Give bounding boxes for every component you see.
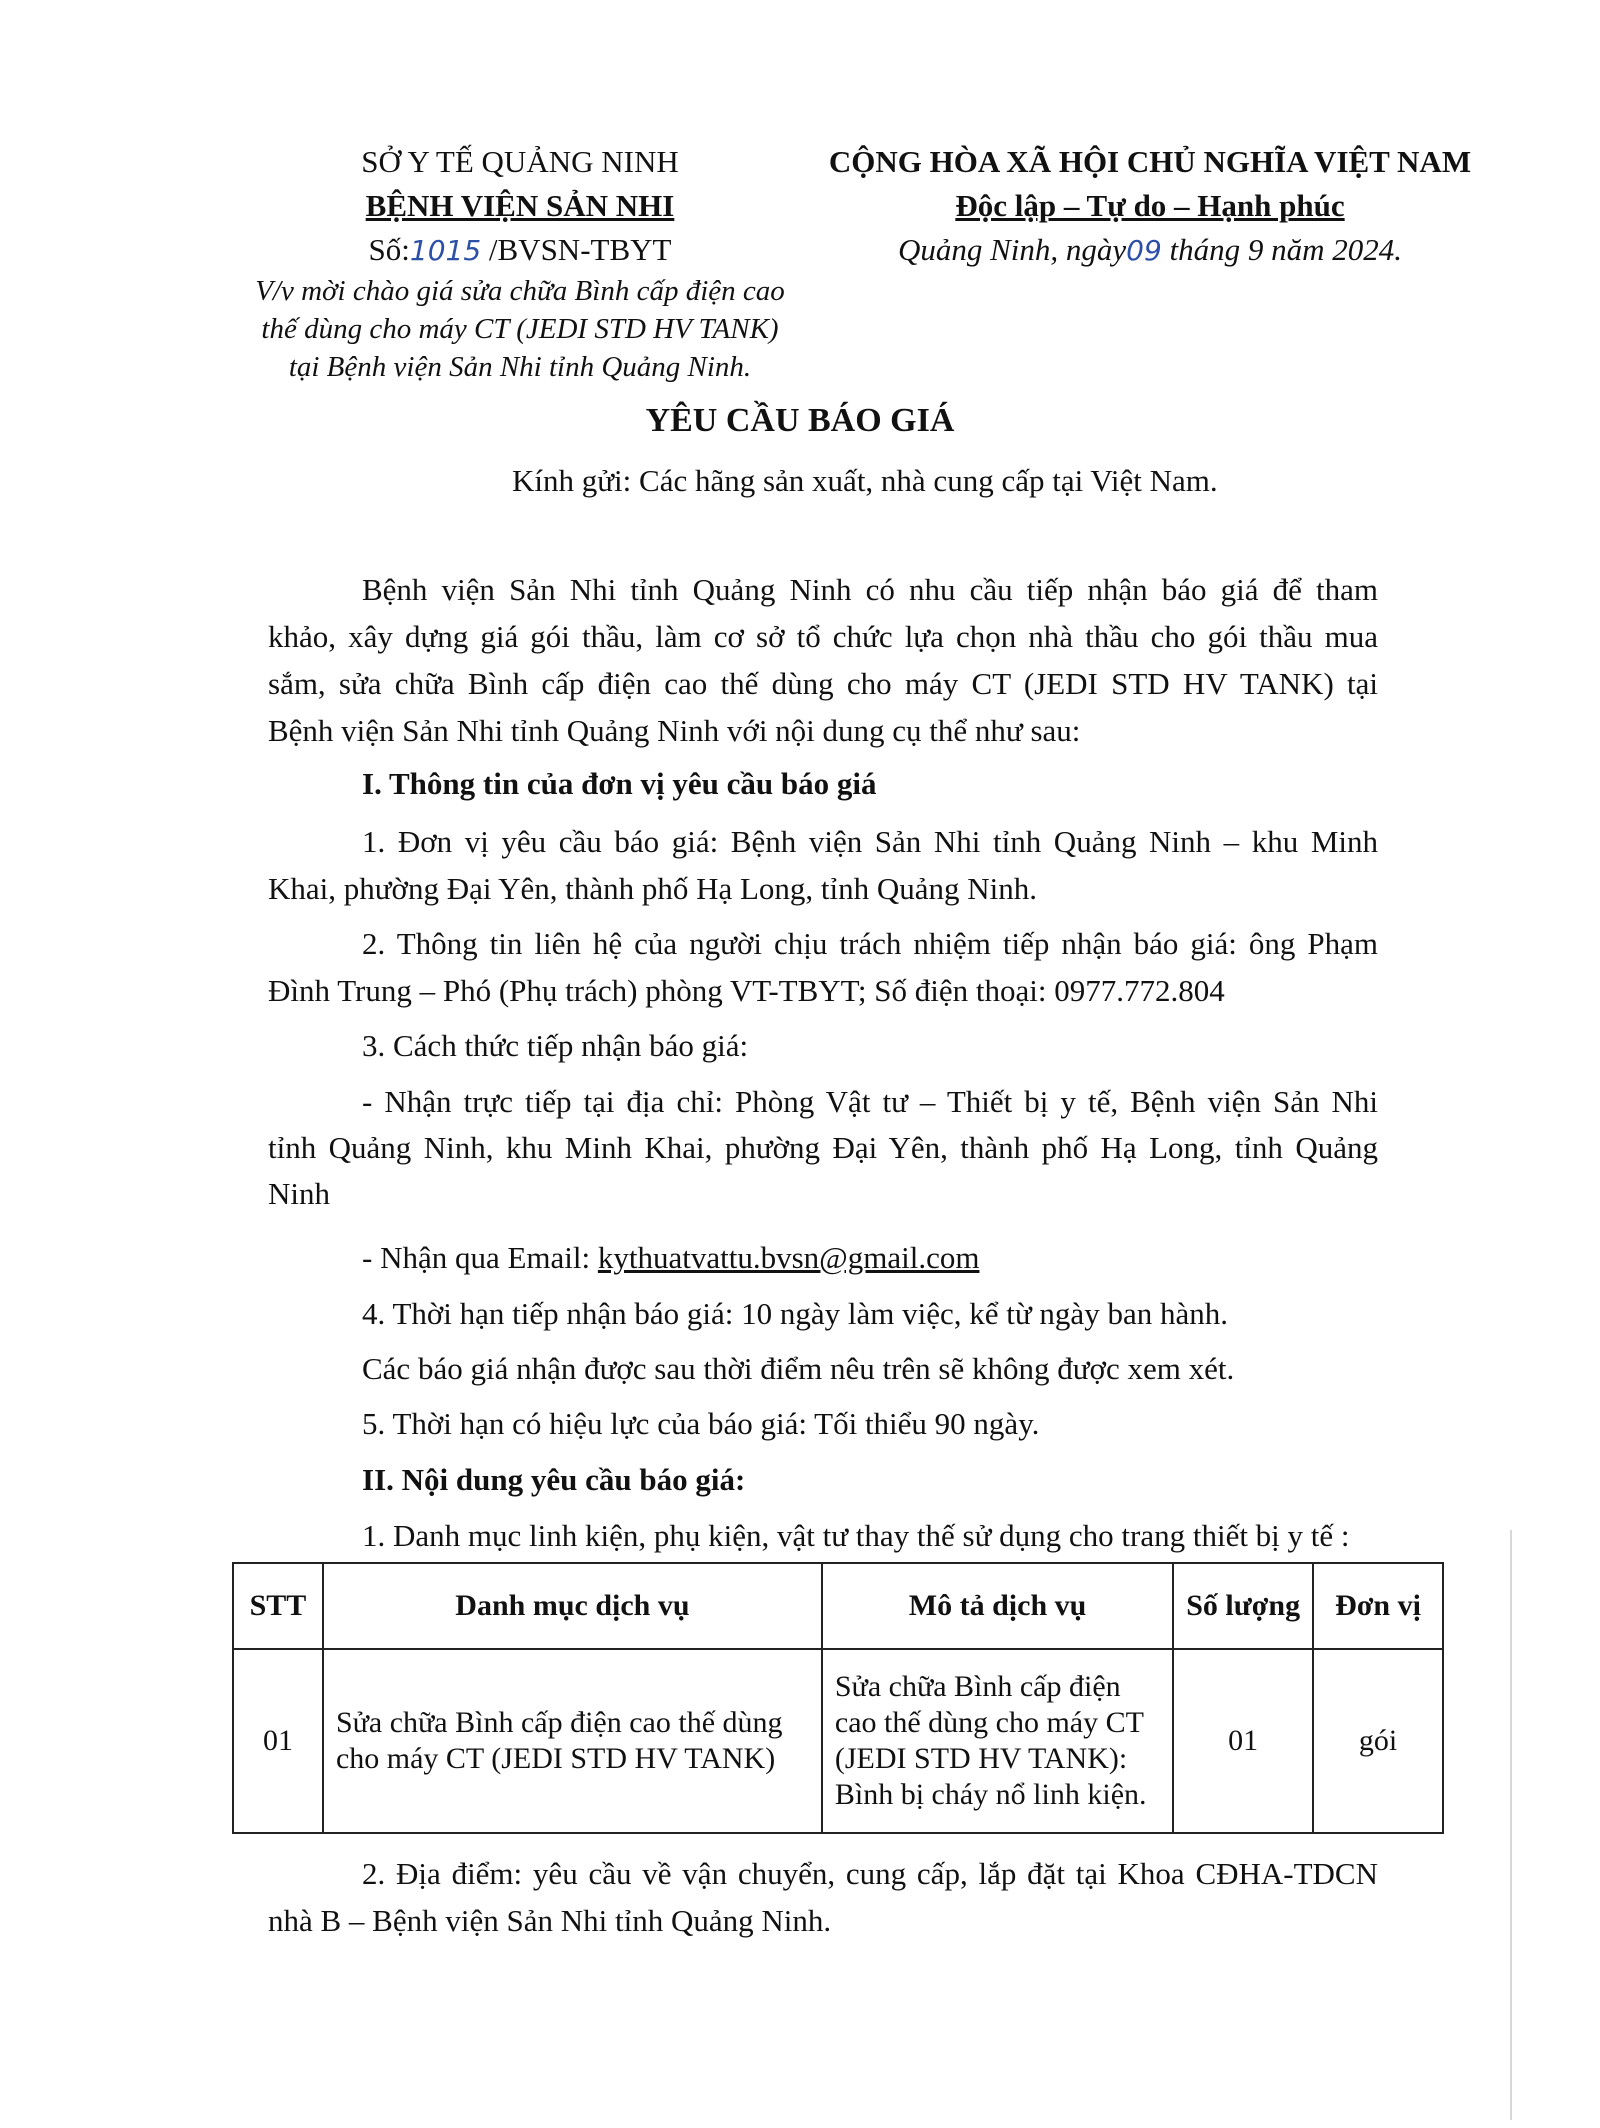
section-2-heading: II. Nội dung yêu cầu báo giá:	[362, 1462, 746, 1497]
col-header-stt: STT	[233, 1563, 323, 1649]
document-subject	[220, 272, 820, 386]
col-header-quantity: Số lượng	[1173, 1563, 1313, 1649]
nation-title: CỘNG HÒA XÃ HỘI CHỦ NGHĨA VIỆT NAM	[828, 144, 1472, 179]
subject-line-2: thế dùng cho máy CT (JEDI STD HV TANK)	[261, 313, 779, 345]
issue-date	[800, 228, 1500, 273]
subject-line-1: V/v mời chào giá sửa chữa Bình cấp điện cao	[255, 275, 785, 307]
document-number-suffix: /BVSN-TBYT	[481, 232, 672, 267]
document-number-prefix: Số:	[368, 232, 410, 267]
issue-date-prefix: Quảng Ninh, ngày	[897, 232, 1127, 267]
section-1-item-4-note: Các báo giá nhận được sau thời điểm nêu trên sẽ không được xem xét.	[362, 1351, 1235, 1386]
table-header-row	[233, 1563, 1443, 1649]
addressee: Kính gửi: Các hãng sản xuất, nhà cung cấp tại Việt Nam.	[512, 463, 1218, 498]
section-1-item-3a-line-2: tỉnh Quảng Ninh, khu Minh Khai, phường Đại Yên, thành phố Hạ Long, tỉnh Quảng	[268, 1130, 1378, 1165]
section-1-item-1-line-2: Khai, phường Đại Yên, thành phố Hạ Long, tỉnh Quảng Ninh.	[268, 871, 1038, 906]
section-1-item-2-line-1: 2. Thông tin liên hệ của người chịu trách nhiệm tiếp nhận báo giá: ông Phạm	[362, 926, 1378, 961]
cell-quantity: 01	[1173, 1649, 1313, 1833]
section-2-item-2-line-1: 2. Địa điểm: yêu cầu về vận chuyển, cung cấp, lắp đặt tại Khoa CĐHA-TDCN	[362, 1856, 1378, 1891]
section-1-item-3: 3. Cách thức tiếp nhận báo giá:	[362, 1028, 749, 1063]
cell-unit: gói	[1313, 1649, 1443, 1833]
header-right	[800, 140, 1500, 273]
intro-line-3: sắm, sửa chữa Bình cấp điện cao thế dùng cho máy CT (JEDI STD HV TANK) tại	[268, 666, 1378, 701]
section-2-item-1: 1. Danh mục linh kiện, phụ kiện, vật tư thay thế sử dụng cho trang thiết bị y tế :	[362, 1518, 1350, 1553]
cell-stt: 01	[233, 1649, 323, 1833]
col-header-unit: Đơn vị	[1313, 1563, 1443, 1649]
section-1-item-1-line-1: 1. Đơn vị yêu cầu báo giá: Bệnh viện Sản Nhi tỉnh Quảng Ninh – khu Minh	[362, 824, 1378, 859]
section-1-item-3a-line-3: Ninh	[268, 1176, 330, 1211]
issue-date-day-handwritten: 09	[1126, 234, 1162, 267]
motto-text: Độc lập – Tự do – Hạnh phúc	[955, 188, 1345, 223]
cell-description: Sửa chữa Bình cấp điện cao thế dùng cho máy CT (JEDI STD HV TANK): Bình bị cháy nổ linh kiện.	[822, 1649, 1173, 1833]
hospital-name-text: BỆNH VIỆN SẢN NHI	[365, 188, 675, 223]
cell-service: Sửa chữa Bình cấp điện cao thế dùng cho máy CT (JEDI STD HV TANK)	[323, 1649, 822, 1833]
email-link[interactable]: kythuatvattu.bvsn@gmail.com	[597, 1240, 980, 1275]
section-2-item-2-line-2: nhà B – Bệnh viện Sản Nhi tỉnh Quảng Ninh.	[268, 1903, 832, 1938]
header-left	[260, 140, 780, 273]
document-number-handwritten: 1015	[409, 234, 482, 267]
document-number	[260, 228, 780, 273]
issue-date-suffix: tháng 9 năm 2024.	[1161, 232, 1403, 267]
intro-line-4: Bệnh viện Sản Nhi tỉnh Quảng Ninh với nội dung cụ thể như sau:	[268, 713, 1081, 748]
intro-line-1: Bệnh viện Sản Nhi tỉnh Quảng Ninh có nhu cầu tiếp nhận báo giá để tham	[362, 572, 1378, 607]
section-1-item-2-line-2: Đình Trung – Phó (Phụ trách) phòng VT-TBYT; Số điện thoại: 0977.772.804	[268, 973, 1225, 1008]
section-1-item-3b	[362, 1234, 1472, 1281]
email-label: - Nhận qua Email:	[362, 1240, 598, 1275]
col-header-service: Danh mục dịch vụ	[323, 1563, 822, 1649]
hospital-name	[260, 184, 780, 228]
document-title: YÊU CẦU BÁO GIÁ	[645, 402, 955, 439]
motto	[800, 184, 1500, 228]
section-1-heading: I. Thông tin của đơn vị yêu cầu báo giá	[362, 766, 877, 801]
table-row	[233, 1649, 1443, 1833]
scan-edge-line	[1510, 1530, 1512, 2120]
col-header-description: Mô tả dịch vụ	[822, 1563, 1173, 1649]
request-table	[232, 1562, 1444, 1834]
section-1-item-3a-line-1: - Nhận trực tiếp tại địa chỉ: Phòng Vật tư – Thiết bị y tế, Bệnh viện Sản Nhi	[362, 1084, 1378, 1119]
section-1-item-5: 5. Thời hạn có hiệu lực của báo giá: Tối thiểu 90 ngày.	[362, 1406, 1040, 1441]
agency-name: SỞ Y TẾ QUẢNG NINH	[361, 144, 679, 179]
subject-line-3: tại Bệnh viện Sản Nhi tỉnh Quảng Ninh.	[288, 351, 752, 383]
intro-line-2: khảo, xây dựng giá gói thầu, làm cơ sở tổ chức lựa chọn nhà thầu cho gói thầu mua	[268, 619, 1378, 654]
section-1-item-4: 4. Thời hạn tiếp nhận báo giá: 10 ngày làm việc, kể từ ngày ban hành.	[362, 1296, 1228, 1331]
